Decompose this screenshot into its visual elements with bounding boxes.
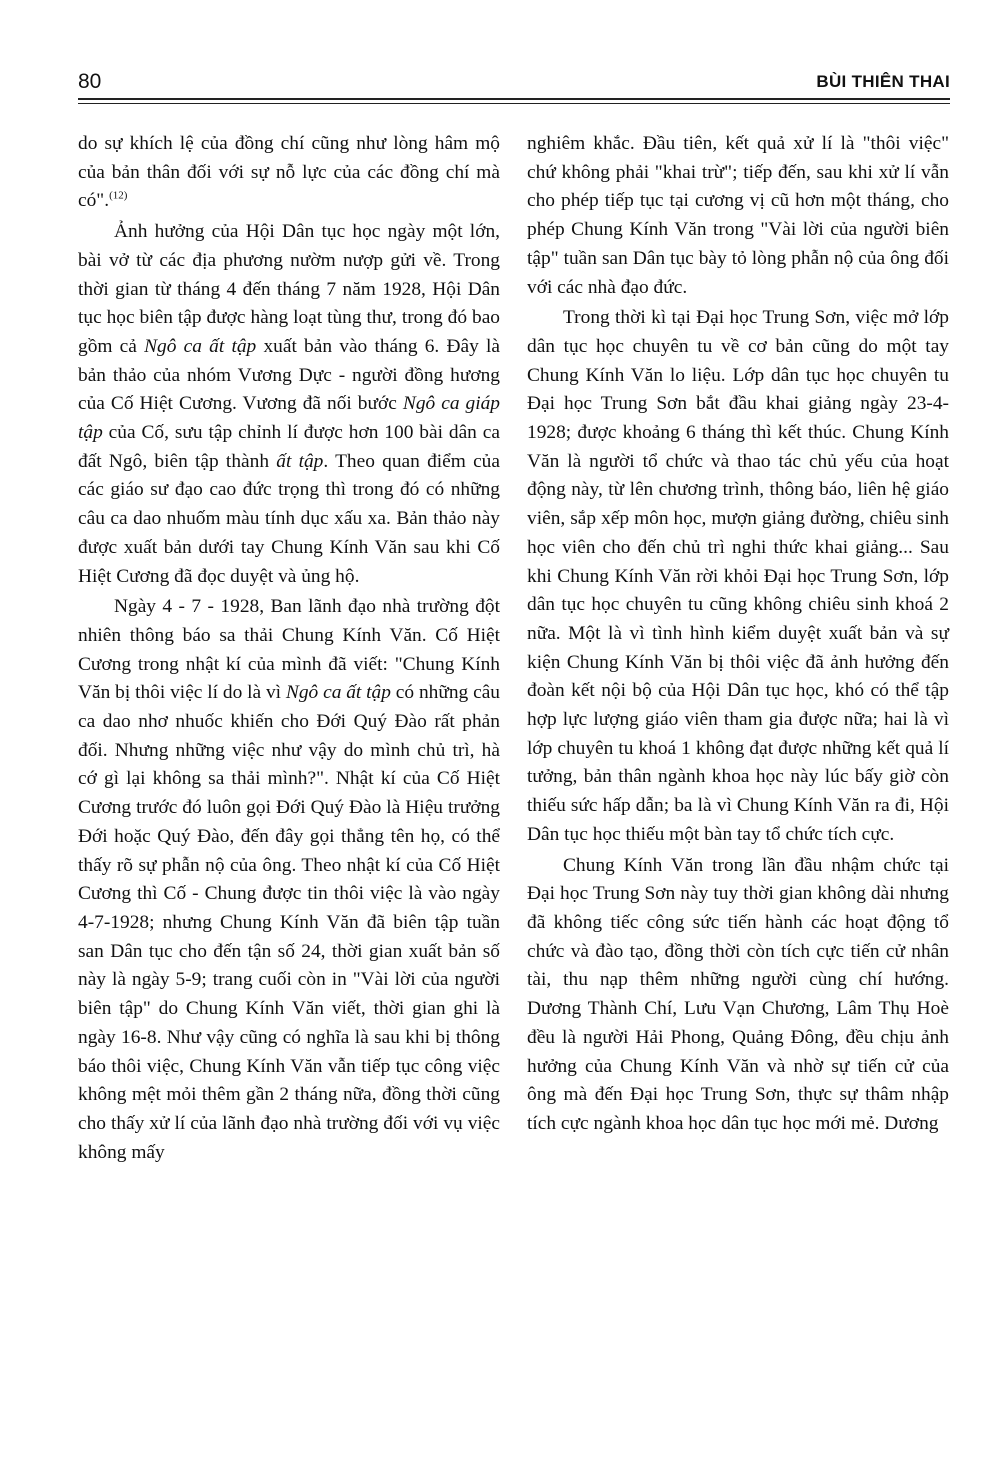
book-title: Ngô ca ất tập bbox=[285, 682, 391, 704]
footnote-marker: (12) bbox=[109, 189, 128, 202]
left-column bbox=[78, 130, 500, 1167]
paragraph: Trong thời kì tại Đại học Trung Sơn, việc mở lớp dân tục học chuyên tu về cơ bản cũng do một tay Chung Kính Văn lo liệu. Lớp dân tục học chuyên tu Đại học Trung Sơn bắt đầu khai giảng ngày 23-4-1928; được khoảng 6 tháng thì kết thúc. Chung Kính Văn là người tổ chức và thao tác chủ yếu của hoạt động này, từ lên chương trình, thông báo, liên hệ giáo viên, sắp xếp môn học, mượn giảng đường, chiêu sinh học viên cho đến chủ trì nghi thức khai giảng... Sau khi Chung Kính Văn rời khỏi Đại học Trung Sơn, lớp dân tục học chuyên tu cũng không chiêu sinh khoá 2 nữa. Một là vì tình hình kiểm duyệt xuất bản và sự kiện Chung Kính Văn bị thôi việc đã ảnh hưởng đến đoàn kết nội bộ của Hội Dân tục học, khó có thể tập hợp lực lượng giáo viên tham gia được nữa; hai là vì lớp chuyên tu khoá 1 không đạt được những kết quả lí tưởng, bản thân ngành khoa học này lúc bấy giờ còn thiếu sức hấp dẫn; ba là vì Chung Kính Văn ra đi, Hội Dân tục học thiếu một bàn tay tổ chức tích cực. bbox=[527, 307, 949, 845]
paragraph-text: của Cố, sưu tập chỉnh lí được hơn 100 bài dân ca đất Ngô, biên tập thành bbox=[78, 422, 500, 472]
right-column bbox=[527, 130, 949, 1139]
paragraph: Chung Kính Văn trong lần đầu nhậm chức tại Đại học Trung Sơn này tuy thời gian không dài nhưng đã không tiếc công sức tiến hành các hoạt động tổ chức và đào tạo, đồng thời còn tích cực tiến cử nhân tài, thu nạp thêm những người cùng chí hướng. Dương Thành Chí, Lưu Vạn Chương, Lâm Thụ Hoè đều là người Hải Phong, Quảng Đông, đều chịu ảnh hưởng của Chung Kính Văn và nhờ sự tiến cử của ông mà đến Đại học Trung Sơn, thực sự thâm nhập tích cực ngành khoa học dân tục học mới mẻ. Dương bbox=[527, 854, 949, 1134]
page-number: 80 bbox=[78, 70, 102, 93]
paragraph-text: xuất bản vào tháng 6. Đây là bản thảo của nhóm Vương Dực - người đồng hương của Cố Hiệt Cương. Vương đã nối bước bbox=[78, 335, 501, 415]
header-rule-thin bbox=[78, 103, 950, 104]
paragraph-text: . Theo quan điểm của các giáo sư đạo cao đức trọng thì trong đó có những câu ca dao nhuốm màu tính dục xấu xa. Bản thảo này được xuất bản dưới tay Chung Kính Văn sau khi Cố Hiệt Cương đã đọc duyệt và ủng hộ. bbox=[78, 450, 500, 587]
paragraph-text: Ảnh hưởng của Hội Dân tục học ngày một lớn, bài vở từ các địa phương nườm nượp gửi về. Trong thời gian từ tháng 4 đến tháng 7 năm 1928, Hội Dân tục học biên tập được hàng loạt tùng thư, trong đó bao gồm cả bbox=[78, 221, 500, 357]
book-title: Ngô ca giáp tập bbox=[78, 393, 501, 444]
paragraph bbox=[78, 218, 500, 591]
book-title: ất tập bbox=[276, 450, 324, 472]
paragraph-text: do sự khích lệ của đồng chí cũng như lòng hâm mộ của bản thân đối với sự nỗ lực của các đồng chí mà có". bbox=[78, 133, 500, 212]
paragraph: nghiêm khắc. Đầu tiên, kết quả xử lí là "thôi việc" chứ không phải "khai trừ"; tiếp đến, sau khi xử lí vẫn cho phép tiếp tục tại cương vị cũ hơn một tháng, cho phép Chung Kính Văn trong "Vài lời của người biên tập" tuần san Dân tục bày tỏ lòng phẫn nộ của ông đối với các nhà đạo đức. bbox=[527, 133, 949, 298]
running-head: BÙI THIÊN THAI bbox=[816, 72, 950, 91]
paragraph bbox=[78, 130, 500, 216]
paragraph-text: có những câu ca dao nhơ nhuốc khiến cho Đới Quý Đào rất phản đối. Nhưng những việc như vậy do mình chủ trì, hà cớ gì lại không sa thải mình?". Nhật kí của Cố Hiệt Cương trước đó luôn gọi Đới Quý Đào là Hiệu trưởng Đới hoặc Quý Đào, đến đây gọi thẳng tên họ, có thể thấy rõ sự phẫn nộ của ông. Theo nhật kí của Cố Hiệt Cương thì Cố - Chung được tin thôi việc là vào ngày 4-7-1928; nhưng Chung Kính Văn đã biên tập tuần san Dân tục cho đến tận số 24, thời gian xuất bản số này là ngày 5-9; trang cuối còn in "Vài lời của người biên tập" do Chung Kính Văn viết, thời gian ghi là ngày 16-8. Như vậy cũng có nghĩa là sau khi bị thông báo thôi việc, Chung Kính Văn vẫn tiếp tục công việc không mệt mỏi thêm gần 2 tháng nữa, đồng thời cũng cho thấy xử lí của lãnh đạo nhà trường đối với vụ việc không mấy bbox=[78, 682, 501, 1163]
header-rule-thick bbox=[78, 98, 950, 100]
paragraph-text: Ngày 4 - 7 - 1928, Ban lãnh đạo nhà trường đột nhiên thông báo sa thải Chung Kính Văn. Cố Hiệt Cương trong nhật kí của mình đã viết: "Chung Kính Văn bị thôi việc lí do là vì bbox=[78, 596, 500, 704]
paragraph bbox=[78, 593, 500, 1167]
book-title: Ngô ca ất tập bbox=[144, 335, 257, 357]
